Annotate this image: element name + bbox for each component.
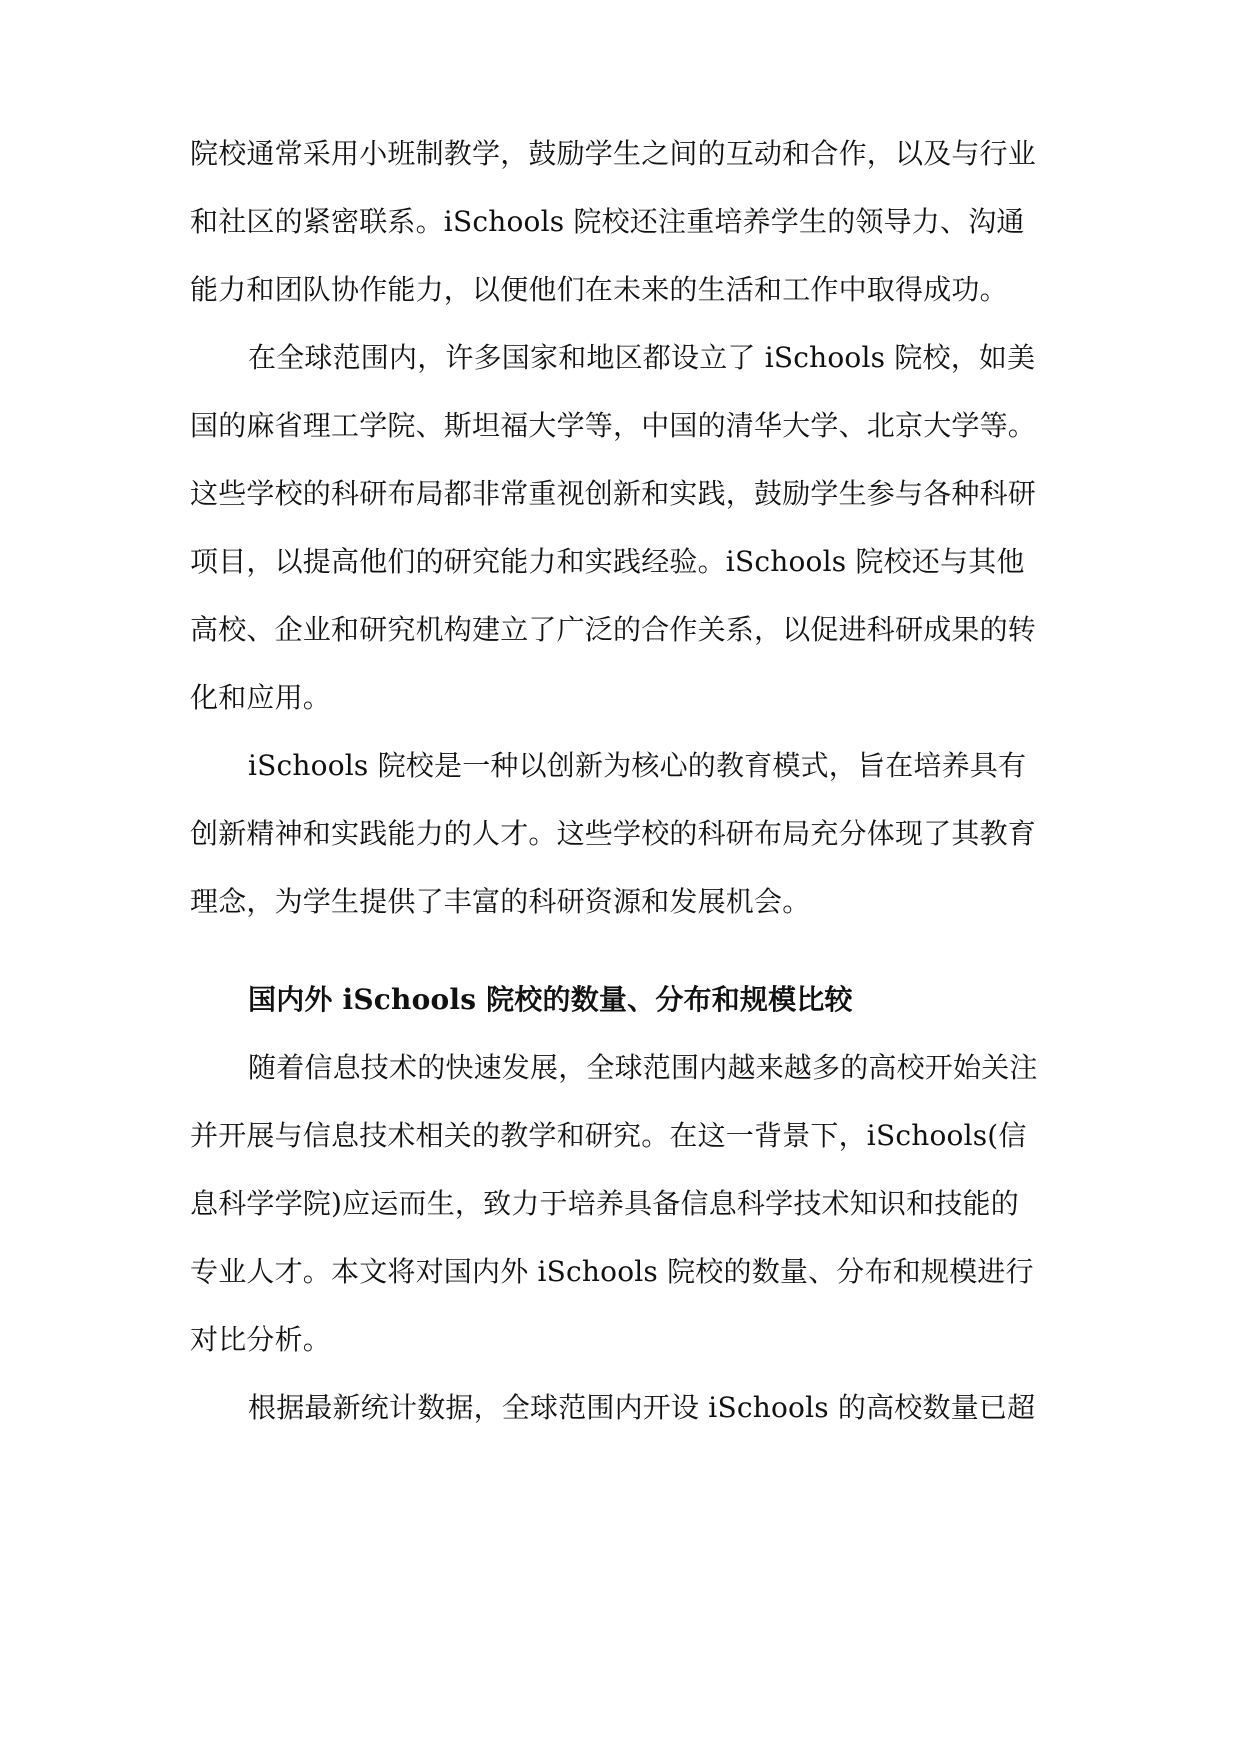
text-line-14: 并开展与信息技术相关的教学和研究。在这一背景下，iSchools(信 (190, 1119, 1027, 1152)
text-line-7: 项目，以提高他们的研究能力和实践经验。iSchools 院校还与其他 (190, 545, 1025, 578)
text-line-17: 对比分析。 (190, 1323, 332, 1356)
text-line-3: 能力和团队协作能力，以便他们在未来的生活和工作中取得成功。 (190, 273, 1008, 306)
text-line-12: 理念，为学生提供了丰富的科研资源和发展机会。 (190, 885, 811, 918)
text-line-18: 根据最新统计数据，全球范围内开设 iSchools 的高校数量已超 (248, 1391, 1036, 1424)
text-line-8: 高校、企业和研究机构建立了广泛的合作关系，以促进科研成果的转 (190, 613, 1037, 646)
text-line-16: 专业人才。本文将对国内外 iSchools 院校的数量、分布和规模进行 (190, 1255, 1034, 1288)
text-line-4: 在全球范围内，许多国家和地区都设立了 iSchools 院校，如美 (248, 341, 1036, 374)
text-line-15: 息科学学院)应运而生，致力于培养具备信息科学技术知识和技能的 (190, 1187, 1019, 1220)
text-line-1: 院校通常采用小班制教学，鼓励学生之间的互动和合作，以及与行业 (190, 137, 1037, 170)
text-line-6: 这些学校的科研布局都非常重视创新和实践，鼓励学生参与各种科研 (190, 477, 1037, 510)
text-line-2: 和社区的紧密联系。iSchools 院校还注重培养学生的领导力、沟通 (190, 205, 1025, 238)
section-heading: 国内外 iSchools 院校的数量、分布和规模比较 (248, 983, 853, 1016)
text-line-9: 化和应用。 (190, 681, 332, 714)
text-line-10: iSchools 院校是一种以创新为核心的教育模式，旨在培养具有 (248, 749, 1027, 782)
text-line-13: 随着信息技术的快速发展，全球范围内越来越多的高校开始关注 (248, 1051, 1038, 1084)
text-line-11: 创新精神和实践能力的人才。这些学校的科研布局充分体现了其教育 (190, 817, 1037, 850)
text-line-5: 国的麻省理工学院、斯坦福大学等，中国的清华大学、北京大学等。 (190, 409, 1037, 442)
